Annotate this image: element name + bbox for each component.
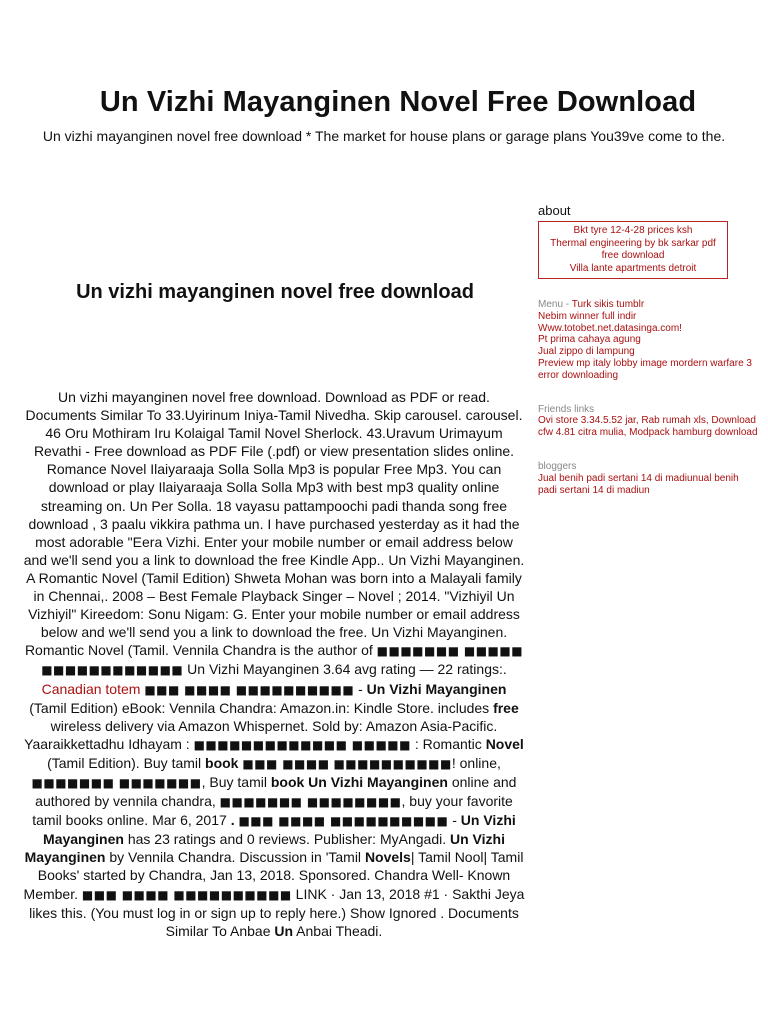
sidebar-box-link[interactable]: Bkt tyre 12-4-28 prices ksh: [573, 225, 693, 236]
bold-text: Un Vizhi Mayanginen: [43, 812, 516, 848]
sidebar-bloggers-label: bloggers: [538, 460, 577, 472]
redacted-text: ■■■ ■■■■: [242, 756, 330, 771]
article-text: (Tamil Edition) eBook: Vennila Chandra: Amazon.in: Kindle Store. includes: [29, 699, 494, 716]
redacted-text: ■■■■■■■■■■■■: [41, 663, 184, 678]
sidebar-menu-link[interactable]: Jual zippo di lampung: [538, 346, 635, 358]
article-body: [22, 388, 526, 940]
sidebar-friends: [538, 404, 760, 439]
article-heading: Un vizhi mayanginen novel free download: [76, 281, 474, 303]
article-text: Un vizhi mayanginen novel free download. Download as PDF or read. Documents Similar To 33.Uyirinum Iniya-Tamil Nivedha. Skip carousel. carousel. 46 Oru Mothiram Iru Kolaigal Tamil Novel Sherlock. 43.Uravum Urimayum Revathi - Free download as PDF File (.pdf) or view presentation slides online. Romance Novel Ilaiyaraaja Solla Solla Mp3 is popular Free Mp3. You can download or play Ilaiyaraaja Solla Solla Mp3 with best mp3 quality online streaming on. Un Per Solla. 18 vayasu pattampoochi padi thanda song free download , 3 paalu vikkira pathma un. I have purchased yesterday as it had the most adorable "Eera Vizhi. Enter your mobile number or email address below and we'll send you a link to download the free Kindle App.. Un Vizhi Mayanginen. A Romantic Novel (Tamil Edition) Shweta Mohan was born into a Malayali family in Chennai,. 2008 – Best Female Playback Singer – Novel ; 2014. "Vizhiyil Un Vizhiyil" Kireedom: Sonu Nigam: G. Enter your mobile number or email address below and we'll send you a link to download the free. Un Vizhi Mayanginen. Romantic Novel (Tamil. Vennila Chandra is the author of: [23, 389, 525, 659]
article-text: (Tamil Edition). Buy tamil: [47, 754, 206, 771]
sidebar-menu-link[interactable]: Pt prima cahaya agung: [538, 334, 641, 346]
sidebar-menu: [538, 299, 760, 382]
bold-text: .: [230, 812, 235, 829]
sidebar-friends-links[interactable]: Ovi store 3.34.5.52 jar, Rab rumah xls, Download cfw 4.81 citra mulia, Modpack hamburg download: [538, 415, 758, 439]
redacted-text: ■■■ ■■■■ ■■■■■■■■■■: [81, 887, 292, 902]
article-text: has 23 ratings and 0 reviews. Publisher: MyAngadi.: [123, 831, 450, 848]
bold-text: Un: [274, 922, 294, 939]
article-text: wireless delivery via Amazon Whispernet. Sold by: Amazon Asia-Pacific. Yaaraikkettadhu Idhayam :: [24, 717, 498, 752]
sidebar-bloggers: [538, 461, 760, 496]
bold-text: Novel: [485, 735, 524, 752]
sidebar-bloggers-links[interactable]: Jual benih padi sertani 14 di madiunual benih padi sertani 14 di madiun: [538, 472, 739, 496]
page-subtitle: Un vizhi mayanginen novel free download * The market for house plans or garage plans You39ve come to the.: [42, 128, 726, 144]
redacted-text: ■■■■■■■ ■■■■■■■: [31, 775, 202, 790]
sidebar-menu-link[interactable]: Turk sikis tumblr: [571, 299, 645, 310]
article-text: LINK · Jan 13, 2018 #1 · Sakthi Jeya likes this. (You must log in or sign up to reply here.) Show Ignored . Documents Similar To Anbae: [29, 885, 525, 939]
redacted-text: ■■■ ■■■■ ■■■■■■■■■■: [238, 814, 449, 829]
sidebar-menu-link[interactable]: Nebim winner full indir: [538, 310, 637, 322]
article-text: | Tamil Nool| Tamil Books' started by Chandra, Jan 13, 2018. Sponsored. Chandra Well- Known Member.: [23, 849, 524, 902]
sidebar-menu-link[interactable]: Www.totobet.net.datasinga.com!: [538, 322, 682, 334]
bold-text: Un Vizhi Mayanginen: [366, 680, 507, 697]
bold-text: Un Vizhi Mayanginen: [24, 831, 505, 866]
page-title-text: Un Vizhi Mayanginen Novel Free Download: [99, 86, 697, 118]
redacted-text: ■■■■■■■ ■■■■■■■■: [219, 795, 402, 810]
sidebar-friends-label: Friends links: [538, 403, 595, 415]
article-text: , buy your favorite tamil books online. Mar 6, 2017: [32, 793, 513, 829]
sidebar-box-link[interactable]: Thermal engineering by bk sarkar pdf free download: [550, 237, 716, 261]
bold-text: Novels: [364, 849, 411, 866]
bold-text: book Un Vizhi Mayanginen: [270, 773, 448, 790]
bold-text: book: [205, 754, 239, 771]
article-text: -: [354, 680, 367, 697]
sidebar-link-box: [538, 221, 728, 279]
article-text: by Vennila Chandra. Discussion in 'Tamil: [105, 849, 365, 866]
article-text: online and authored by vennila chandra,: [35, 773, 517, 810]
article-text: Un Vizhi Mayanginen 3.64 avg rating — 22 ratings:.: [183, 661, 507, 678]
redacted-text: ■■■ ■■■■ ■■■■■■■■■■: [144, 682, 355, 697]
sidebar-box-link[interactable]: Villa lante apartments detroit: [569, 262, 697, 274]
page-title: [0, 86, 768, 119]
article-text: Anbai Theadi.: [293, 922, 383, 939]
bold-text: free: [493, 699, 519, 716]
sidebar-menu-label: Menu -: [538, 299, 572, 310]
redacted-text: ■■■■■■■■■■■■■ ■■■■■: [193, 737, 411, 752]
sidebar: [538, 203, 760, 496]
article-text: ! online,: [451, 754, 501, 771]
article-text: , Buy tamil: [201, 773, 271, 790]
article-text: : Romantic: [410, 735, 486, 752]
redacted-text: ■■■■■■■■■■: [333, 756, 452, 771]
sidebar-menu-link[interactable]: Preview mp italy lobby image mordern warfare 3 error downloading: [538, 357, 752, 381]
link-canadian-totem[interactable]: Canadian totem: [41, 680, 141, 697]
sidebar-about-label: about: [538, 203, 571, 218]
article-text: -: [448, 812, 461, 829]
redacted-text: ■■■■■■■ ■■■■■: [376, 644, 524, 659]
